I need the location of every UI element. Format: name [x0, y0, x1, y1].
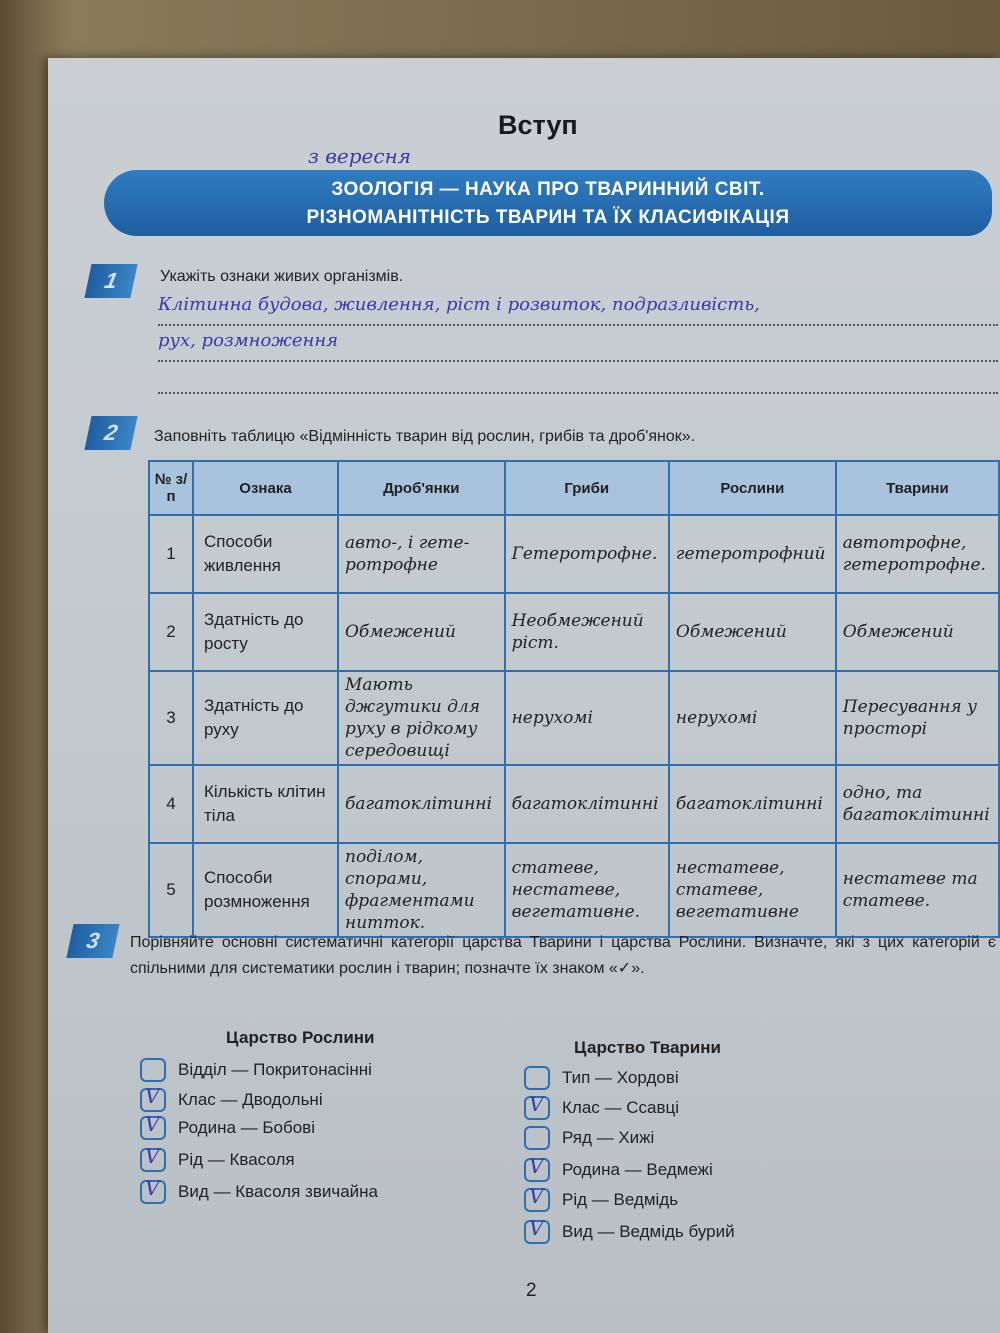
check-mark: V	[145, 1144, 160, 1168]
cell-plants[interactable]: нестатеве, статеве, вегетативне	[669, 843, 836, 937]
check-mark: V	[145, 1084, 160, 1108]
category-label: Ряд — Хижі	[562, 1128, 655, 1147]
row-number: 4	[149, 765, 193, 843]
category-label: Вид — Квасоля звичайна	[178, 1182, 378, 1201]
checkbox[interactable]	[140, 1058, 166, 1082]
checkbox[interactable]	[524, 1066, 550, 1090]
cell-bacteria[interactable]: Мають джгутики для руху в рідкому середовищі	[338, 671, 505, 765]
category-label: Вид — Ведмідь бурий	[562, 1222, 735, 1241]
category-label: Рід — Ведмідь	[562, 1190, 679, 1209]
animal-category[interactable]	[524, 1154, 713, 1182]
row-number: 2	[149, 593, 193, 671]
comparison-table	[148, 460, 1000, 938]
plant-category[interactable]	[140, 1058, 372, 1082]
plants-kingdom-title: Царство Рослини	[226, 1028, 375, 1047]
table-row	[149, 765, 999, 843]
cell-fungi[interactable]: Гетеротрофне.	[505, 515, 669, 593]
row-trait: Способи розмноження	[193, 843, 338, 937]
plant-category[interactable]	[140, 1176, 378, 1204]
category-label: Родина — Ведмежі	[562, 1160, 713, 1179]
plant-category[interactable]	[140, 1084, 323, 1112]
cell-plants[interactable]: багатоклітинні	[669, 765, 836, 843]
cell-fungi[interactable]: статеве, нестатеве, вегетативне.	[505, 843, 669, 937]
plant-category[interactable]	[140, 1144, 295, 1172]
page-number: 2	[526, 1280, 537, 1301]
checkbox[interactable]	[140, 1176, 166, 1204]
category-label: Відділ — Покритонасінні	[178, 1060, 372, 1079]
header-bacteria: Дроб'янки	[338, 461, 505, 515]
cell-animals[interactable]: Обмежений	[836, 593, 999, 671]
task-1-number: 1	[84, 264, 137, 298]
cell-plants[interactable]: Обмежений	[669, 593, 836, 671]
animals-kingdom-title: Царство Тварини	[574, 1038, 721, 1057]
checkbox[interactable]	[524, 1092, 550, 1120]
category-label: Родина — Бобові	[178, 1118, 315, 1137]
animal-category[interactable]	[524, 1092, 679, 1120]
task-1-answer-text-1: Клітинна будова, живлення, ріст і розвиток, подразливість,	[158, 294, 760, 315]
category-label: Тип — Хордові	[562, 1068, 679, 1087]
table-row	[149, 593, 999, 671]
check-mark: V	[529, 1092, 544, 1116]
check-mark: V	[529, 1216, 544, 1240]
task-1-answer-line-2[interactable]	[158, 330, 998, 362]
workbook-page	[48, 58, 1000, 1333]
header-num: № з/п	[149, 461, 193, 515]
handwritten-date: з вересня	[308, 144, 411, 168]
animal-category[interactable]	[524, 1184, 679, 1212]
cell-animals[interactable]: одно, та багатоклітинні	[836, 765, 999, 843]
animal-category[interactable]	[524, 1066, 679, 1090]
header-trait: Ознака	[193, 461, 338, 515]
animal-category[interactable]	[524, 1126, 654, 1150]
check-mark: V	[529, 1154, 544, 1178]
task-1-answer-line-1[interactable]	[158, 294, 998, 326]
task-2-prompt: Заповніть таблицю «Відмінність тварин від рослин, грибів та дроб'янок».	[154, 428, 696, 445]
checkbox[interactable]	[524, 1184, 550, 1212]
banner-line-1: ЗООЛОГІЯ — НАУКА ПРО ТВАРИННИЙ СВІТ.	[331, 179, 765, 200]
category-label: Клас — Ссавці	[562, 1098, 679, 1117]
header-plants: Рослини	[669, 461, 836, 515]
section-title: Вступ	[498, 110, 578, 140]
animal-category[interactable]	[524, 1216, 735, 1244]
check-mark: V	[145, 1176, 160, 1200]
cell-plants[interactable]: нерухомі	[669, 671, 836, 765]
cell-fungi[interactable]: Необмежений ріст.	[505, 593, 669, 671]
task-3-prompt: Порівняйте основні систематичні категорії царства Тварини і царства Рослини. Визначте, які з цих категорій є спільними для систематики рослин і тварин; позначте їх знаком «✓».	[130, 934, 996, 977]
cell-fungi[interactable]: нерухомі	[505, 671, 669, 765]
category-label: Клас — Дводольні	[178, 1090, 323, 1109]
cell-plants[interactable]: гетеротрофний	[669, 515, 836, 593]
checkbox[interactable]	[140, 1144, 166, 1172]
task-1-answer-text-2: рух, розмноження	[158, 330, 339, 351]
row-number: 5	[149, 843, 193, 937]
category-label: Рід — Квасоля	[178, 1150, 295, 1169]
table-row	[149, 843, 999, 937]
task-2-number: 2	[84, 416, 137, 450]
header-animals: Тварини	[836, 461, 999, 515]
check-mark: V	[145, 1112, 160, 1136]
cell-animals[interactable]: нестатеве та статеве.	[836, 843, 999, 937]
table-row	[149, 671, 999, 765]
cell-fungi[interactable]: багатоклітинні	[505, 765, 669, 843]
row-number: 3	[149, 671, 193, 765]
checkbox[interactable]	[524, 1154, 550, 1182]
banner-line-2: РІЗНОМАНІТНІСТЬ ТВАРИН ТА ЇХ КЛАСИФІКАЦІЯ	[306, 207, 790, 228]
task-1-prompt: Укажіть ознаки живих організмів.	[160, 268, 404, 285]
row-number: 1	[149, 515, 193, 593]
header-fungi: Гриби	[505, 461, 669, 515]
cell-animals[interactable]: автотрофне, гетеротрофне.	[836, 515, 999, 593]
row-trait: Кількість клітин тіла	[193, 765, 338, 843]
topic-banner	[104, 170, 992, 236]
row-trait: Способи живлення	[193, 515, 338, 593]
task-3-number: 3	[66, 924, 119, 958]
checkbox[interactable]	[140, 1112, 166, 1140]
cell-bacteria[interactable]: авто-, і гете-ротрофне	[338, 515, 505, 593]
row-trait: Здатність до росту	[193, 593, 338, 671]
cell-bacteria[interactable]: багатоклітинні	[338, 765, 505, 843]
task-1-answer-line-3[interactable]	[158, 362, 998, 394]
checkbox[interactable]	[524, 1126, 550, 1150]
check-mark: V	[529, 1184, 544, 1208]
cell-bacteria[interactable]: поділом, спорами, фрагментами нитток.	[338, 843, 505, 937]
cell-animals[interactable]: Пересування у просторі	[836, 671, 999, 765]
plant-category[interactable]	[140, 1112, 315, 1140]
row-trait: Здатність до руху	[193, 671, 338, 765]
table-header-row	[149, 461, 999, 515]
checkbox[interactable]	[140, 1084, 166, 1112]
table-row	[149, 515, 999, 593]
checkbox[interactable]	[524, 1216, 550, 1244]
cell-bacteria[interactable]: Обмежений	[338, 593, 505, 671]
